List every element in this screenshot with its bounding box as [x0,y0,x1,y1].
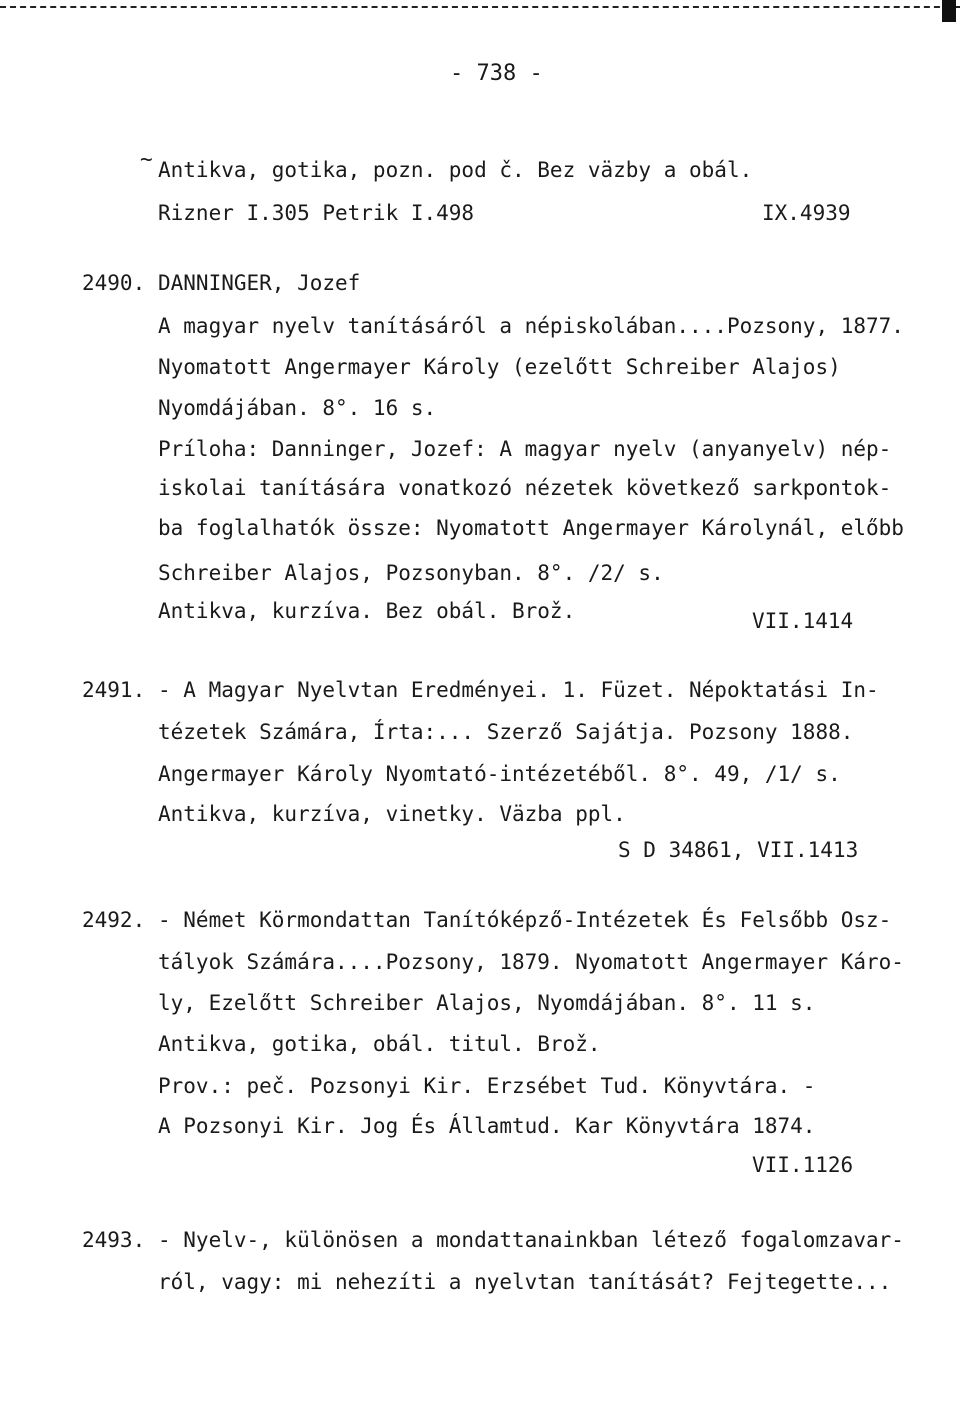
text-line: ról, vagy: mi nehezíti a nyelvtan tanítását? Fejtegette... [158,1270,892,1294]
text-line: Antikva, kurzíva. Bez obál. Brož. [158,599,576,623]
catalog-code: VII.1414 [752,609,854,633]
entry-number: 2491. [82,678,146,702]
text-line: iskolai tanítására vonatkozó nézetek következő sarkpontok- [158,476,892,500]
text-line: Nyomdájában. 8°. 16 s. [158,396,437,420]
text-line: Nyomatott Angermayer Károly (ezelőtt Schreiber Alajos) [158,355,841,379]
text-line: DANNINGER, Jozef [158,271,361,295]
text-line: tézetek Számára, Írta:... Szerző Sajátja. Pozsony 1888. [158,720,854,744]
text-line: A Pozsonyi Kir. Jog És Államtud. Kar Könyvtára 1874. [158,1114,816,1138]
text-line: Rizner I.305 Petrik I.498 [158,201,475,225]
text-line: ba foglalhatók össze: Nyomatott Angermayer Károlynál, előbb [158,516,904,540]
text-line: Antikva, gotika, pozn. pod č. Bez väzby a obál. [158,158,753,182]
entry-number: 2493. [82,1228,146,1252]
header-dash-mark: ~ [140,147,153,171]
text-line: tályok Számára....Pozsony, 1879. Nyomatott Angermayer Káro- [158,950,904,974]
text-line: A magyar nyelv tanításáról a népiskolában....Pozsony, 1877. [158,314,904,338]
entry-number: 2492. [82,908,146,932]
text-line: Prov.: peč. Pozsonyi Kir. Erzsébet Tud. Könyvtára. - [158,1074,816,1098]
text-line: Antikva, gotika, obál. titul. Brož. [158,1032,601,1056]
scan-corner-mark [942,0,956,22]
text-line: - Nyelv-, különösen a mondattanainkban létező fogalomzavar- [158,1228,904,1252]
page-number: - 738 - [450,61,543,86]
text-line: Antikva, kurzíva, vinetky. Väzba ppl. [158,802,626,826]
text-line: Príloha: Danninger, Jozef: A magyar nyelv (anyanyelv) nép- [158,437,892,461]
entry-number: 2490. [82,271,146,295]
text-line: ly, Ezelőtt Schreiber Alajos, Nyomdájában. 8°. 11 s. [158,991,816,1015]
catalog-code: IX.4939 [762,201,851,225]
text-line: - Német Körmondattan Tanítóképző-Intézetek És Felsőbb Osz- [158,908,892,932]
scan-top-dashed-border [0,6,960,8]
text-line: Angermayer Károly Nyomtató-intézetéből. 8°. 49, /1/ s. [158,762,841,786]
text-line: Schreiber Alajos, Pozsonyban. 8°. /2/ s. [158,561,664,585]
catalog-code: S D 34861, VII.1413 [618,838,859,862]
catalog-code: VII.1126 [752,1153,854,1177]
text-line: - A Magyar Nyelvtan Eredményei. 1. Füzet. Népoktatási In- [158,678,879,702]
